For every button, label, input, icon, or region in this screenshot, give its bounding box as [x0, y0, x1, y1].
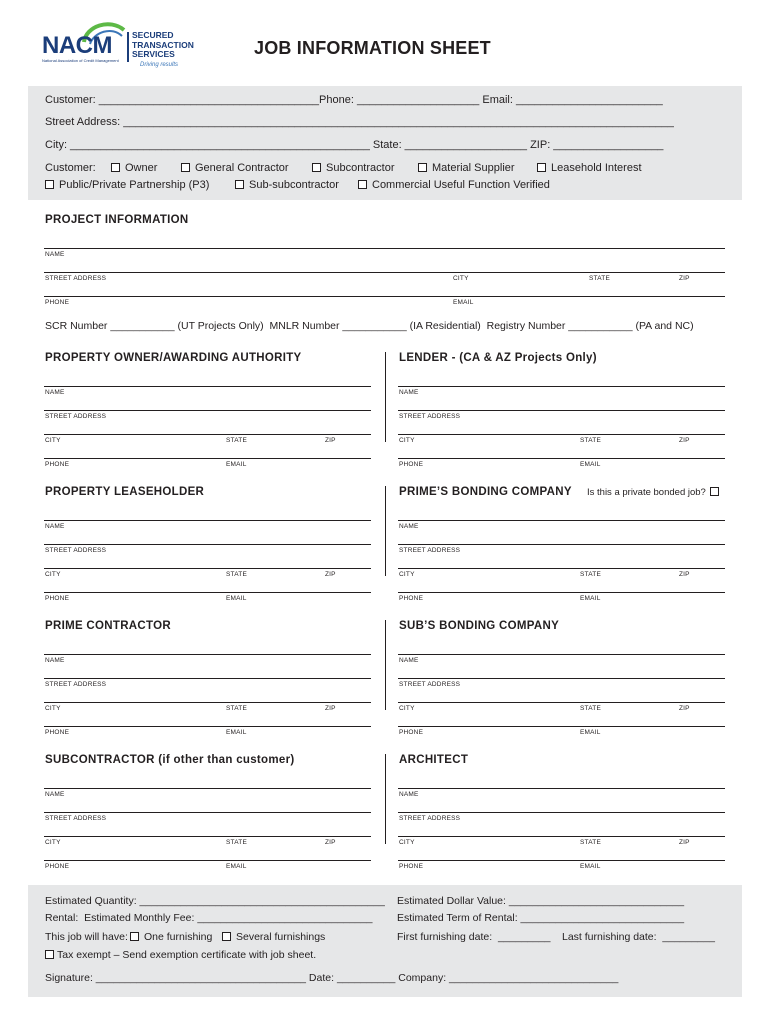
checkbox[interactable]: [222, 932, 231, 941]
tax-exempt-option[interactable]: [45, 949, 316, 961]
state-label: STATE: [226, 437, 247, 444]
checkbox-label: Owner: [125, 162, 158, 174]
name-label: NAME: [45, 791, 65, 798]
leaseholder-name-field[interactable]: [44, 520, 371, 521]
subcontractor-street-field[interactable]: [44, 812, 371, 813]
logo-small-text: National Association of Credit Management: [42, 58, 119, 63]
name-label: NAME: [399, 791, 419, 798]
primes-bonding-heading: PRIME’S BONDING COMPANY: [399, 486, 572, 498]
estimated-quantity-line[interactable]: Estimated Quantity: __________________________________________: [45, 895, 385, 907]
phone-label: PHONE: [45, 595, 70, 602]
name-label: NAME: [45, 523, 65, 530]
private-bonded-question[interactable]: [587, 487, 724, 498]
prime-contractor-street-field[interactable]: [44, 678, 371, 679]
prime-contractor-phone-field[interactable]: [44, 726, 371, 727]
architect-phone-field[interactable]: [398, 860, 725, 861]
leaseholder-street-field[interactable]: [44, 544, 371, 545]
city-label: CITY: [45, 571, 61, 578]
rental-fee-line[interactable]: Rental: Estimated Monthly Fee: ______________________________: [45, 912, 373, 924]
name-label: NAME: [399, 389, 419, 396]
logo-nacm-text: NACM: [42, 32, 112, 59]
signature-date-company-line[interactable]: Signature: ____________________________________ Date: __________ Company: _____________________________: [45, 972, 619, 984]
page-title: JOB INFORMATION SHEET: [254, 38, 491, 58]
checkbox-label: Subcontractor: [326, 162, 395, 174]
owner-street-field[interactable]: [44, 410, 371, 411]
email-label: EMAIL: [226, 863, 247, 870]
street-label: STREET ADDRESS: [45, 815, 107, 822]
prime-contractor-city-field[interactable]: [44, 702, 371, 703]
registry-numbers-line[interactable]: SCR Number ___________ (UT Projects Only) MNLR Number ___________ (IA Residential) Registry Number ___________ (PA and NC): [45, 320, 694, 332]
name-label: NAME: [399, 523, 419, 530]
zip-label: ZIP: [325, 839, 336, 846]
first-furnishing-line[interactable]: First furnishing date: _________: [397, 931, 551, 943]
checkbox[interactable]: [181, 163, 190, 172]
state-label: STATE: [226, 839, 247, 846]
lender-city-field[interactable]: [398, 434, 725, 435]
prime-contractor-name-field[interactable]: [44, 654, 371, 655]
subs-bonding-phone-field[interactable]: [398, 726, 725, 727]
zip-label: ZIP: [679, 437, 690, 444]
last-furnishing-line[interactable]: Last furnishing date: _________: [562, 931, 715, 943]
customer-type-general-contractor[interactable]: [181, 162, 289, 174]
owner-city-field[interactable]: [44, 434, 371, 435]
phone-label: PHONE: [399, 729, 424, 736]
checkbox[interactable]: [130, 932, 139, 941]
leaseholder-city-field[interactable]: [44, 568, 371, 569]
customer-type-cuf-verified[interactable]: [358, 179, 550, 191]
checkbox-label: Sub-subcontractor: [249, 179, 339, 191]
city-label: CITY: [399, 571, 415, 578]
checkbox[interactable]: [537, 163, 546, 172]
logo-line-2: TRANSACTION: [132, 39, 194, 50]
checkbox[interactable]: [312, 163, 321, 172]
logo-line-1: SECURED: [132, 30, 174, 40]
project-street-field[interactable]: [44, 272, 725, 273]
customer-type-material-supplier[interactable]: [418, 162, 515, 174]
nacm-logo: [40, 20, 210, 72]
street-label: STREET ADDRESS: [399, 547, 461, 554]
street-address-line[interactable]: Street Address: __________________________________________________________________________________________: [45, 116, 674, 128]
city-state-zip-line[interactable]: City: _________________________________________________ State: ____________________ ZIP: __________________: [45, 139, 664, 151]
project-zip-label: ZIP: [679, 275, 690, 282]
phone-label: PHONE: [45, 729, 70, 736]
city-label: CITY: [399, 437, 415, 444]
state-label: STATE: [226, 571, 247, 578]
checkbox-label: One furnishing: [144, 931, 213, 943]
architect-heading: ARCHITECT: [399, 754, 469, 766]
state-label: STATE: [580, 571, 601, 578]
zip-label: ZIP: [325, 437, 336, 444]
customer-type-owner[interactable]: [111, 162, 157, 174]
subs-bonding-heading: SUB’S BONDING COMPANY: [399, 620, 560, 632]
checkbox-label: Commercial Useful Function Verified: [372, 179, 550, 191]
customer-type-label: Customer:: [45, 162, 96, 174]
estimated-dollar-line[interactable]: Estimated Dollar Value: ______________________________: [397, 895, 685, 907]
column-divider: [385, 754, 386, 844]
customer-type-sub-subcontractor[interactable]: [235, 179, 339, 191]
checkbox[interactable]: [235, 180, 244, 189]
phone-label: PHONE: [45, 863, 70, 870]
zip-label: ZIP: [679, 571, 690, 578]
checkbox-label: General Contractor: [195, 162, 289, 174]
checkbox-label: Public/Private Partnership (P3): [59, 179, 210, 191]
customer-type-leasehold-interest[interactable]: [537, 162, 642, 174]
email-label: EMAIL: [580, 863, 601, 870]
owner-phone-field[interactable]: [44, 458, 371, 459]
project-name-field[interactable]: [44, 248, 725, 249]
private-bonded-checkbox[interactable]: [710, 487, 719, 496]
checkbox-label: Tax exempt – Send exemption certificate with job sheet.: [57, 949, 317, 961]
name-label: NAME: [45, 657, 65, 664]
architect-street-field[interactable]: [398, 812, 725, 813]
city-label: CITY: [45, 705, 61, 712]
private-bonded-label: Is this a private bonded job?: [587, 487, 706, 498]
column-divider: [385, 352, 386, 442]
checkbox-label: Leasehold Interest: [551, 162, 642, 174]
one-furnishing-option[interactable]: [130, 931, 212, 943]
state-label: STATE: [580, 839, 601, 846]
lender-heading: LENDER - (CA & AZ Projects Only): [399, 352, 597, 364]
job-will-have-label: This job will have:: [45, 931, 128, 943]
subcontractor-name-field[interactable]: [44, 788, 371, 789]
column-divider: [385, 620, 386, 710]
subcontractor-phone-field[interactable]: [44, 860, 371, 861]
column-divider: [385, 486, 386, 576]
subs-bonding-street-field[interactable]: [398, 678, 725, 679]
name-label: NAME: [399, 657, 419, 664]
email-label: EMAIL: [226, 729, 247, 736]
logo-service-name: [132, 31, 194, 60]
customer-phone-email-line[interactable]: Customer: ____________________________________Phone: ____________________ Email: ________________________: [45, 94, 663, 106]
project-phone-field[interactable]: [44, 296, 725, 297]
checkbox-label: Material Supplier: [432, 162, 515, 174]
state-label: STATE: [226, 705, 247, 712]
street-label: STREET ADDRESS: [399, 815, 461, 822]
prime-contractor-heading: PRIME CONTRACTOR: [45, 620, 171, 632]
checkbox-label: Several furnishings: [236, 931, 326, 943]
zip-label: ZIP: [679, 839, 690, 846]
phone-label: PHONE: [45, 461, 70, 468]
project-city-label: CITY: [453, 275, 469, 282]
rental-term-line[interactable]: Estimated Term of Rental: ____________________________: [397, 912, 685, 924]
state-label: STATE: [580, 705, 601, 712]
logo-line-3: SERVICES: [132, 49, 175, 59]
name-label: NAME: [45, 389, 65, 396]
lender-name-field[interactable]: [398, 386, 725, 387]
city-label: CITY: [399, 839, 415, 846]
project-email-label: EMAIL: [453, 299, 474, 306]
architect-name-field[interactable]: [398, 788, 725, 789]
city-label: CITY: [45, 437, 61, 444]
project-state-label: STATE: [589, 275, 610, 282]
customer-type-p3[interactable]: [45, 179, 209, 191]
street-label: STREET ADDRESS: [399, 681, 461, 688]
street-label: STREET ADDRESS: [399, 413, 461, 420]
project-info-heading: PROJECT INFORMATION: [45, 214, 189, 226]
street-label: STREET ADDRESS: [45, 413, 107, 420]
street-label: STREET ADDRESS: [45, 547, 107, 554]
email-label: EMAIL: [226, 461, 247, 468]
subcontractor-heading: SUBCONTRACTOR (if other than customer): [45, 754, 295, 766]
architect-city-field[interactable]: [398, 836, 725, 837]
logo-divider: [127, 32, 129, 62]
email-label: EMAIL: [580, 461, 601, 468]
city-label: CITY: [399, 705, 415, 712]
several-furnishings-option[interactable]: [222, 931, 325, 943]
zip-label: ZIP: [679, 705, 690, 712]
primes-bonding-city-field[interactable]: [398, 568, 725, 569]
zip-label: ZIP: [325, 705, 336, 712]
email-label: EMAIL: [580, 729, 601, 736]
phone-label: PHONE: [399, 595, 424, 602]
checkbox[interactable]: [45, 950, 54, 959]
leaseholder-phone-field[interactable]: [44, 592, 371, 593]
phone-label: PHONE: [399, 863, 424, 870]
project-phone-label: PHONE: [45, 299, 70, 306]
email-label: EMAIL: [580, 595, 601, 602]
primes-bonding-phone-field[interactable]: [398, 592, 725, 593]
zip-label: ZIP: [325, 571, 336, 578]
state-label: STATE: [580, 437, 601, 444]
primes-bonding-name-field[interactable]: [398, 520, 725, 521]
subcontractor-city-field[interactable]: [44, 836, 371, 837]
checkbox[interactable]: [45, 180, 54, 189]
project-name-label: NAME: [45, 251, 65, 258]
customer-type-subcontractor[interactable]: [312, 162, 394, 174]
phone-label: PHONE: [399, 461, 424, 468]
logo-tagline: Driving results: [140, 62, 179, 68]
leaseholder-heading: PROPERTY LEASEHOLDER: [45, 486, 205, 498]
street-label: STREET ADDRESS: [45, 681, 107, 688]
owner-name-field[interactable]: [44, 386, 371, 387]
checkbox[interactable]: [358, 180, 367, 189]
subs-bonding-city-field[interactable]: [398, 702, 725, 703]
project-street-label: STREET ADDRESS: [45, 275, 107, 282]
owner-heading: PROPERTY OWNER/AWARDING AUTHORITY: [45, 352, 302, 364]
primes-bonding-street-field[interactable]: [398, 544, 725, 545]
subs-bonding-name-field[interactable]: [398, 654, 725, 655]
city-label: CITY: [45, 839, 61, 846]
lender-phone-field[interactable]: [398, 458, 725, 459]
checkbox[interactable]: [418, 163, 427, 172]
lender-street-field[interactable]: [398, 410, 725, 411]
checkbox[interactable]: [111, 163, 120, 172]
email-label: EMAIL: [226, 595, 247, 602]
